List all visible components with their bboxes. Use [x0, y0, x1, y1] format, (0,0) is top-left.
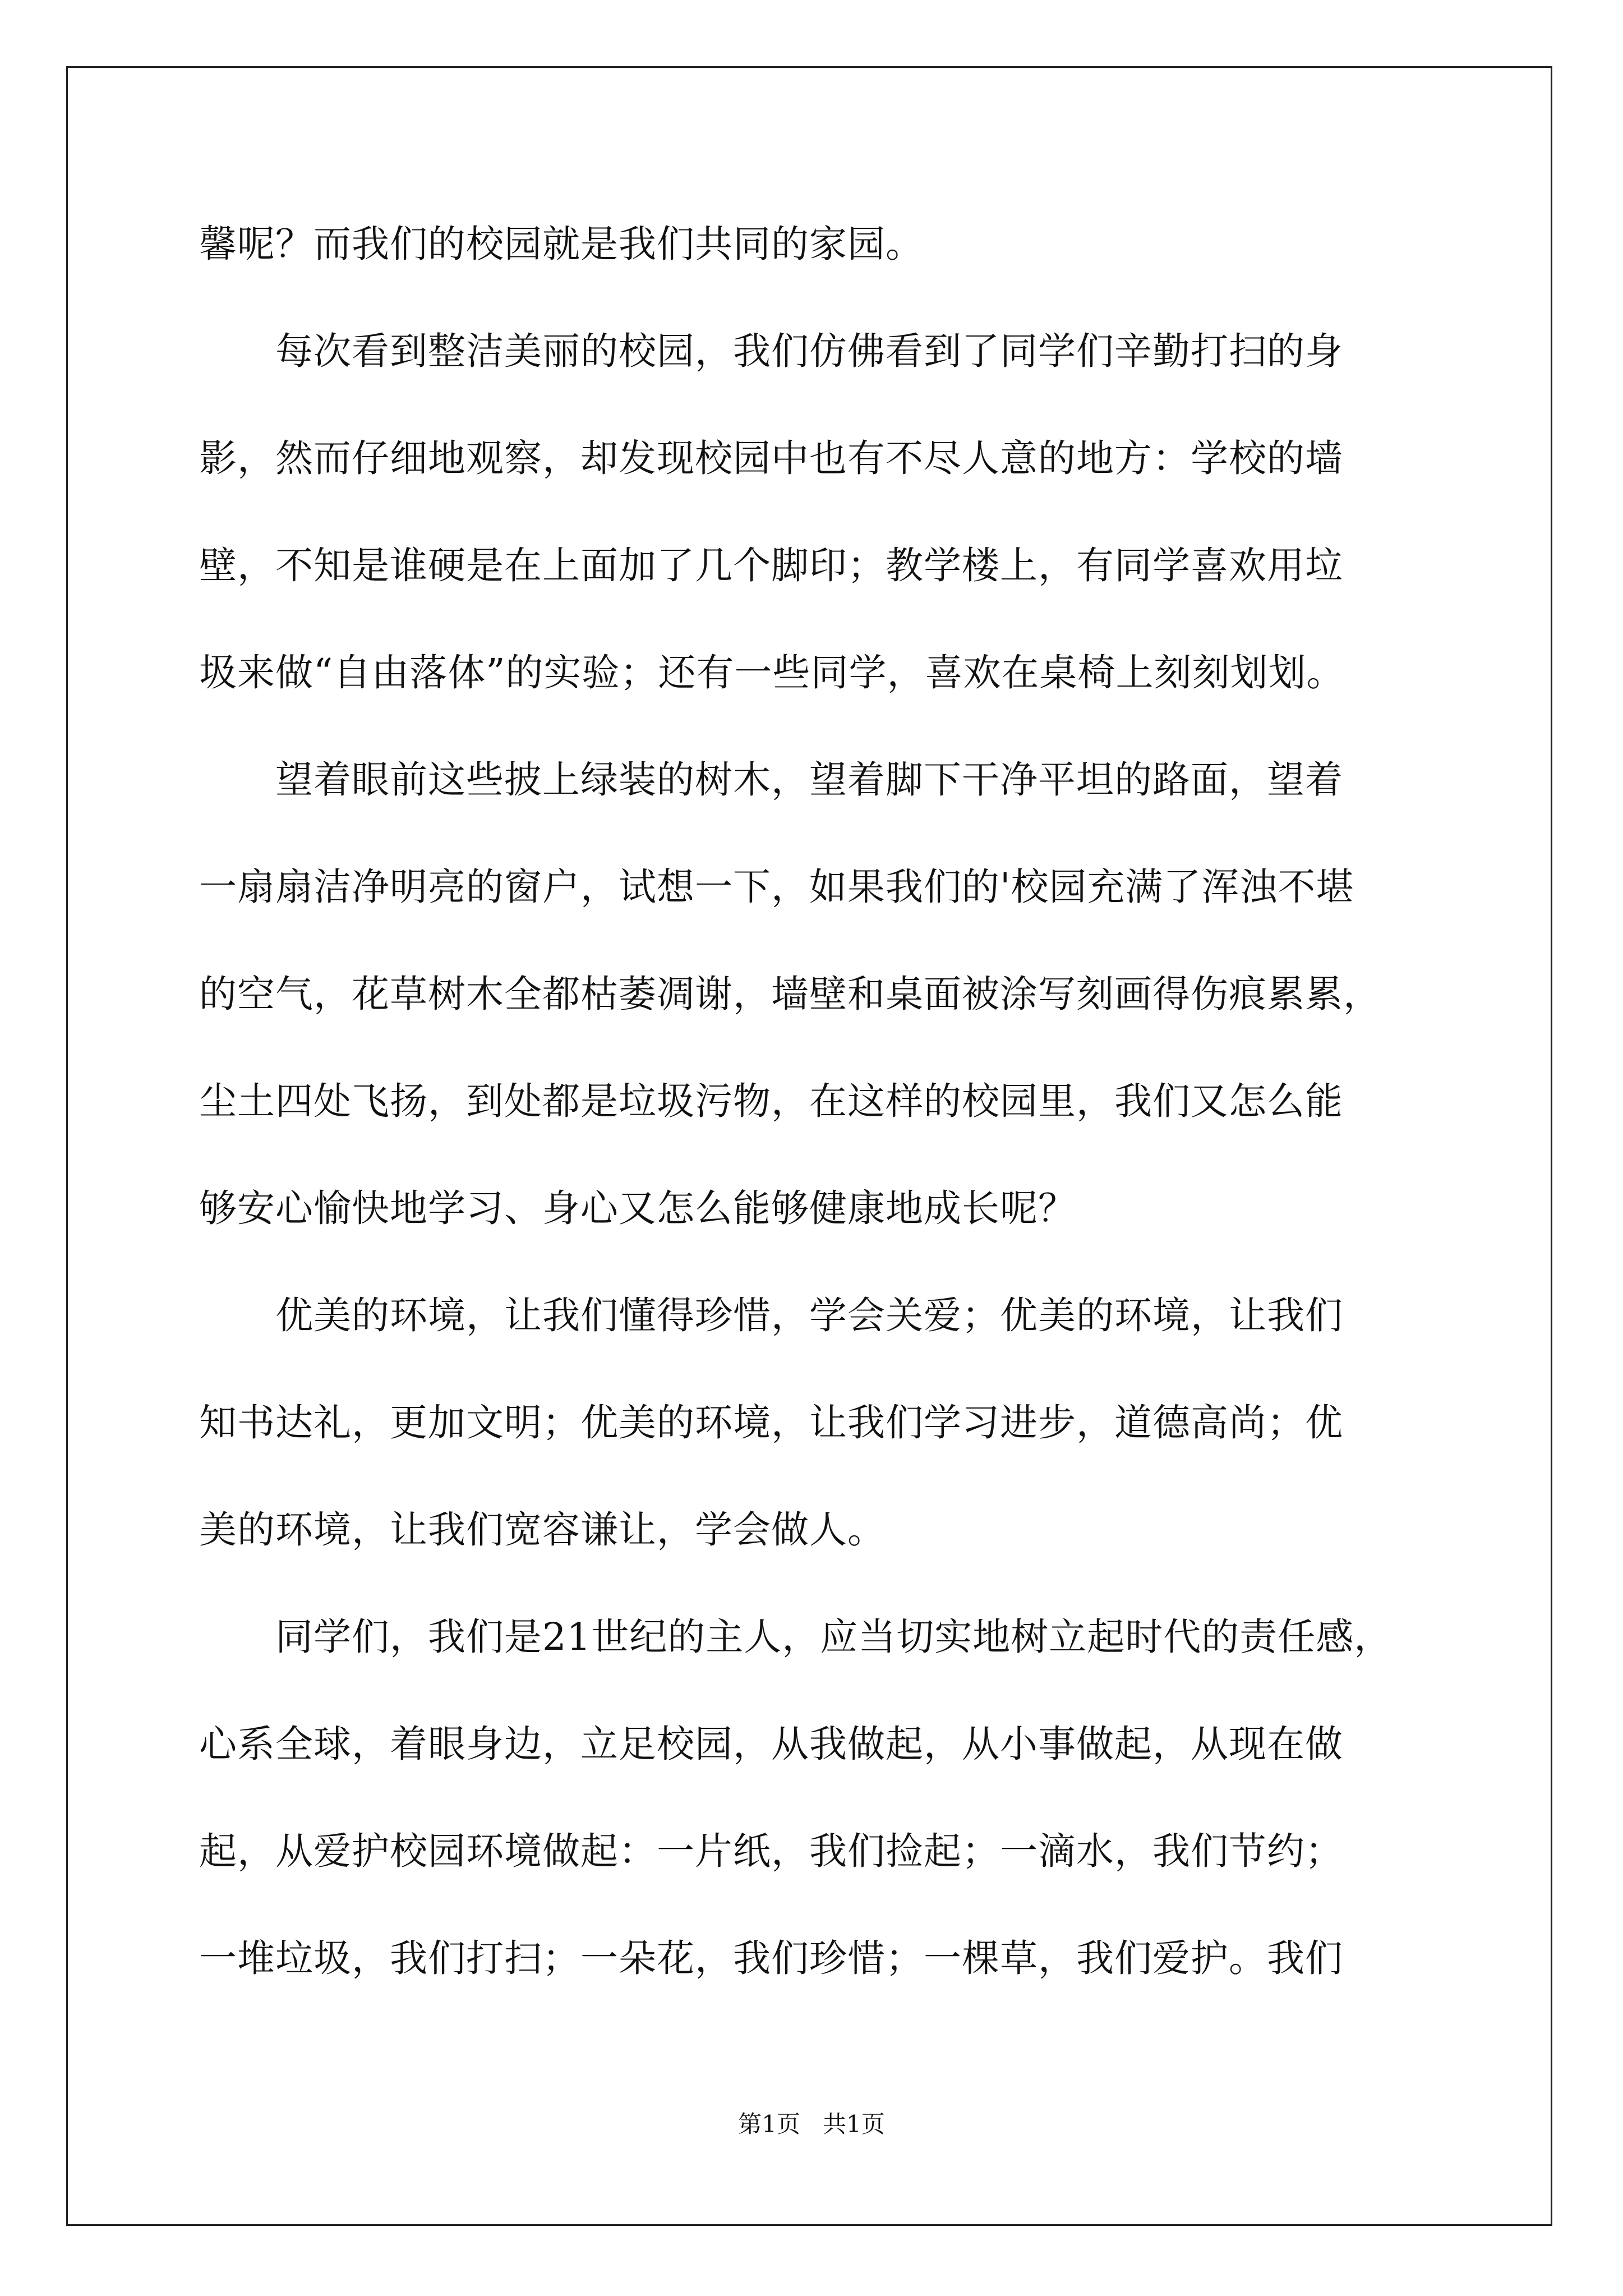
text-line: 优美的环境，让我们懂得珍惜，学会关爱；优美的环境，让我们	[199, 1294, 1343, 1337]
page-number-total: 共1页	[823, 2110, 885, 2138]
text-line: 尘土四处飞扬，到处都是垃圾污物，在这样的校园里，我们又怎么能	[199, 1079, 1343, 1123]
text-line: 影，然而仔细地观察，却发现校园中也有不尽人意的地方：学校的墙	[199, 436, 1343, 480]
text-line: 一扇扇洁净明亮的窗户，试想一下，如果我们的'校园充满了浑浊不堪	[199, 865, 1354, 909]
text-line: 每次看到整洁美丽的校园，我们仿佛看到了同学们辛勤打扫的身	[199, 329, 1343, 373]
text-line: 美的环境，让我们宽容谦让，学会做人。	[199, 1508, 886, 1552]
text-line: 的空气，花草树木全都枯萎凋谢，墙壁和桌面被涂写刻画得伤痕累累，	[199, 972, 1381, 1016]
text-line: 圾来做“自由落体”的实验；还有一些同学，喜欢在桌椅上刻刻划划。	[199, 651, 1345, 694]
text-line: 够安心愉快地学习、身心又怎么能够健康地成长呢？	[199, 1186, 1076, 1230]
text-line: 心系全球，着眼身边，立足校园，从我做起，从小事做起，从现在做	[199, 1722, 1343, 1766]
text-line: 望着眼前这些披上绿装的树木，望着脚下干净平坦的路面，望着	[199, 758, 1343, 802]
text-line: 一堆垃圾，我们打扫；一朵花，我们珍惜；一棵草，我们爱护。我们	[199, 1936, 1343, 1980]
text-line: 起，从爱护校园环境做起：一片纸，我们捡起；一滴水，我们节约；	[199, 1829, 1343, 1873]
text-line: 知书达礼，更加文明；优美的环境，让我们学习进步，道德高尚；优	[199, 1401, 1343, 1444]
page-number-current: 第1页	[738, 2110, 800, 2138]
text-line: 壁，不知是谁硬是在上面加了几个脚印；教学楼上，有同学喜欢用垃	[199, 544, 1343, 587]
page-footer	[0, 2110, 1623, 2138]
text-line: 同学们，我们是21世纪的主人，应当切实地树立起时代的责任感，	[199, 1615, 1393, 1659]
text-line: 馨呢？而我们的校园就是我们共同的家园。	[199, 222, 924, 266]
document-body	[199, 191, 1433, 2012]
